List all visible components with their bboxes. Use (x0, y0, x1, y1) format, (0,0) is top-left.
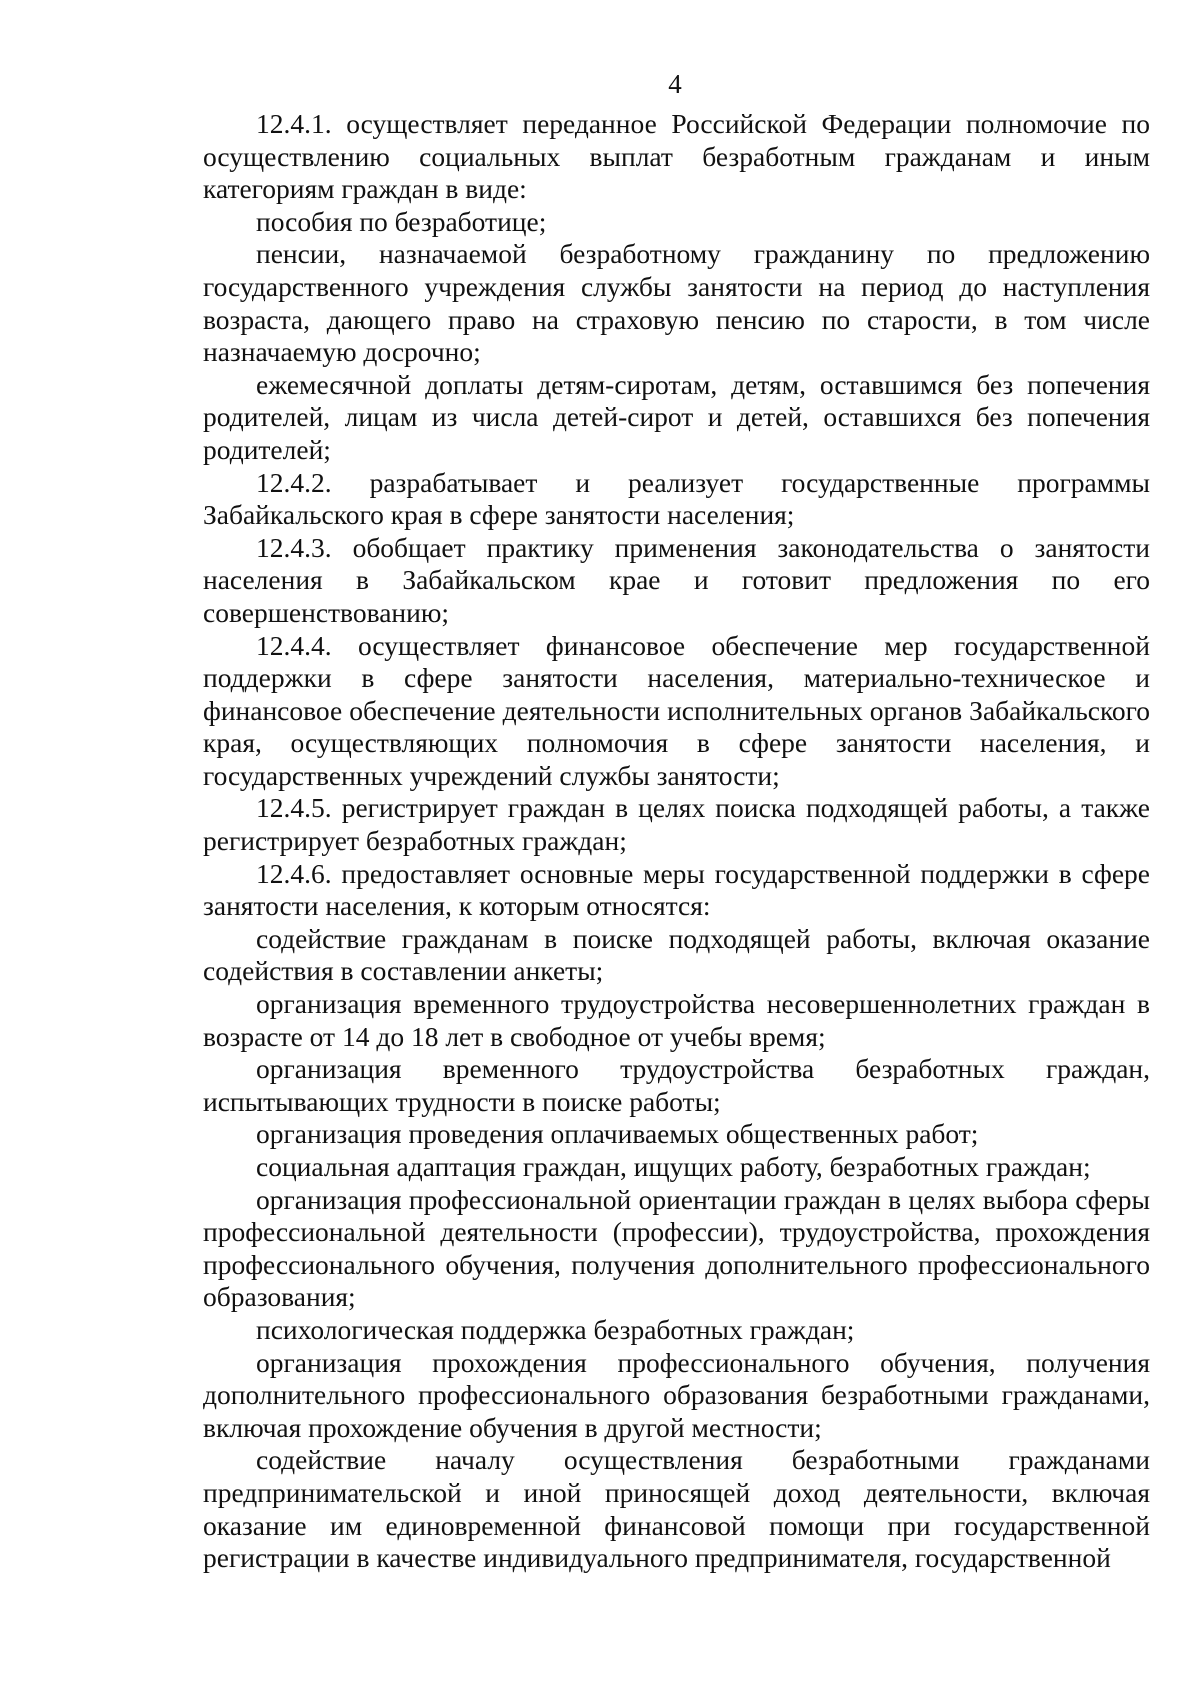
paragraph-public-works: организация проведения оплачиваемых общественных работ; (256, 1118, 979, 1150)
paragraph-professional-orientation: организация профессиональной ориентации граждан в целях выбора сферы профессиональной деятельности (профессии), трудоустройства, прохождения профессионального обучения, получения дополнительного профессионального образования; (203, 1183, 1150, 1313)
paragraph-12-4-1: 12.4.1. осуществляет переданное Российской Федерации полномочие по осуществлению социальных выплат безработным гражданам и иным категориям граждан в виде: (203, 108, 1150, 205)
paragraph-psychological-support: психологическая поддержка безработных граждан; (256, 1313, 855, 1345)
paragraph-12-4-2: 12.4.2. разрабатывает и реализует государственные программы Забайкальского края в сфере занятости населения; (203, 466, 1150, 531)
paragraph-unemployed-temporary-employment: организация временного трудоустройства безработных граждан, испытывающих трудности в поиске работы; (203, 1053, 1150, 1117)
paragraph-12-4-3: 12.4.3. обобщает практику применения законодательства о занятости населения в Забайкальском крае и готовит предложения по его совершенствованию; (203, 531, 1150, 628)
paragraph-social-adaptation: социальная адаптация граждан, ищущих работу, безработных граждан; (256, 1151, 1091, 1182)
paragraph-professional-training: организация прохождения профессионального обучения, получения дополнительного профессионального образования безработными гражданами, включая прохождение обучения в другой местности; (203, 1346, 1150, 1443)
document-body (203, 108, 1150, 1575)
paragraph-12-4-4: 12.4.4. осуществляет финансовое обеспечение мер государственной поддержки в сфере занятости населения, материально-техническое и финансовое обеспечение деятельности исполнительных органов Забайкальского края, осуществляющих полномочия в сфере занятости населения, и государственных учреждений службы занятости; (203, 629, 1150, 791)
paragraph-12-4-5: 12.4.5. регистрирует граждан в целях поиска подходящей работы, а также регистрирует безработных граждан; (203, 792, 1150, 857)
paragraph-job-search-assistance: содействие гражданам в поиске подходящей работы, включая оказание содействия в составлении анкеты; (203, 922, 1150, 987)
paragraph-unemployment-benefit: пособия по безработице; (256, 205, 547, 237)
paragraph-pension: пенсии, назначаемой безработному гражданину по предложению государственного учреждения службы занятости на период до наступления возраста, дающего право на страховую пенсию по старости, в том числе назначаемую досрочно; (203, 238, 1150, 368)
paragraph-monthly-supplement: ежемесячной доплаты детям-сиротам, детям, оставшимся без попечения родителей, лицам из числа детей-сирот и детей, оставшихся без попечения родителей; (203, 368, 1150, 465)
page-number: 4 (668, 69, 682, 99)
paragraph-12-4-6: 12.4.6. предоставляет основные меры государственной поддержки в сфере занятости населения, к которым относятся: (203, 857, 1150, 922)
paragraph-minors-temporary-employment: организация временного трудоустройства несовершеннолетних граждан в возрасте от 14 до 18 лет в свободное от учебы время; (203, 988, 1150, 1052)
paragraph-entrepreneurship-support: содействие началу осуществления безработными гражданами предпринимательской и иной приносящей доход деятельности, включая оказание им единовременной финансовой помощи при государственной регистрации в качестве индивидуального предпринимателя, государственной (203, 1444, 1150, 1574)
